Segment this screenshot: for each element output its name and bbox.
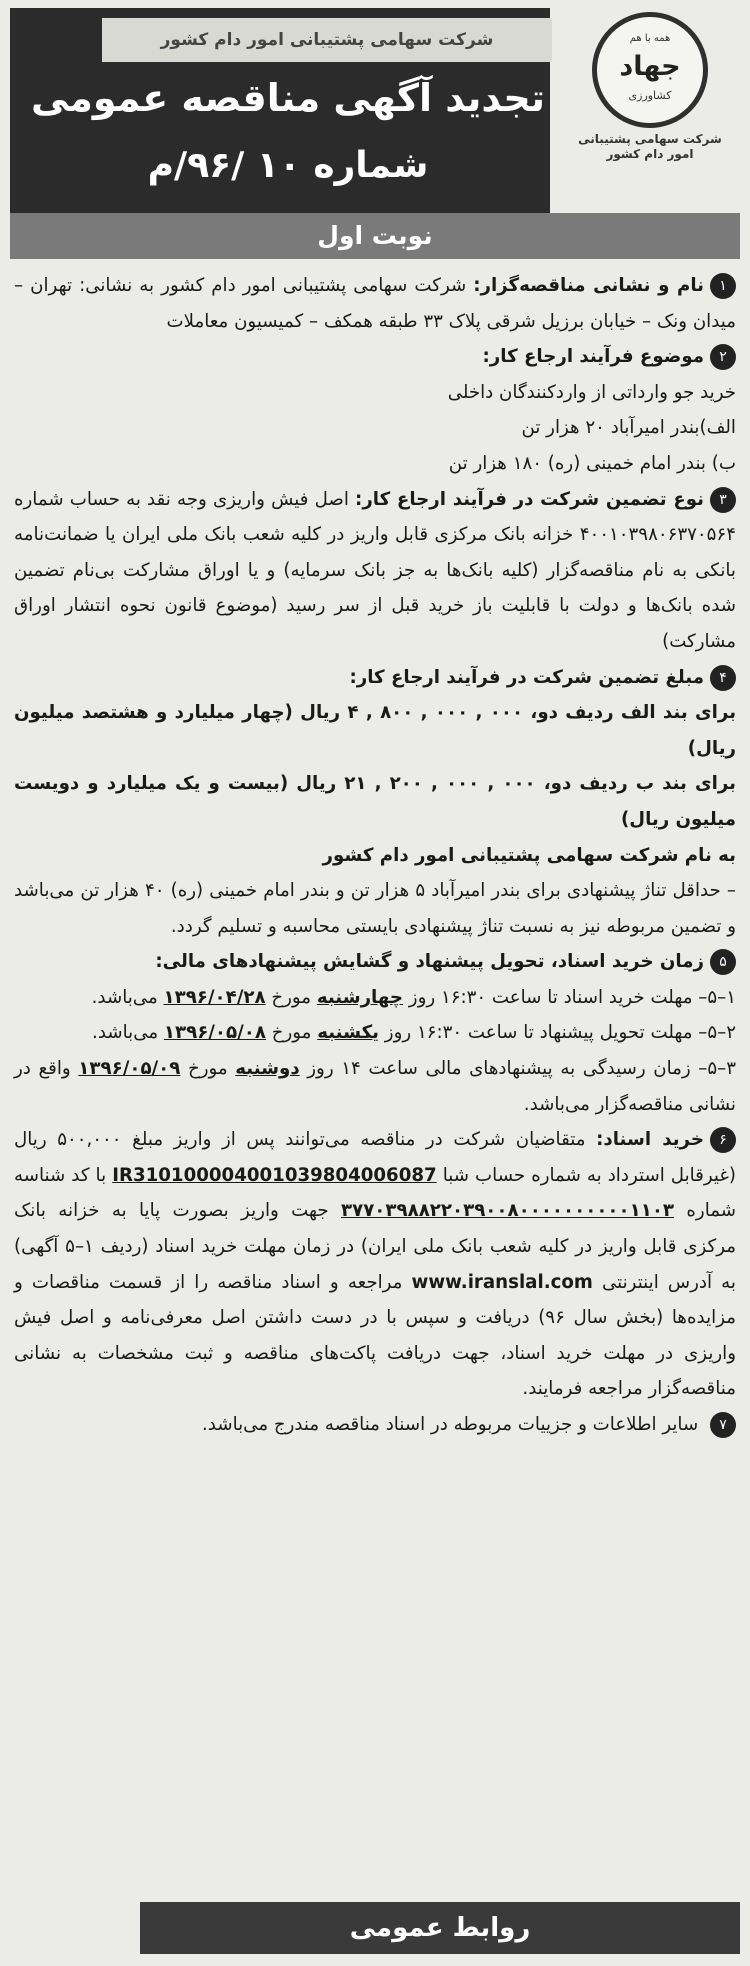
item-3-mid: مورخ (180, 1058, 236, 1080)
item-3-end: واقع در نشانی مناقصه‌گزار می‌باشد. (14, 1058, 736, 1115)
section-5-item-1 (14, 980, 736, 1016)
round-label: نوبت اول (10, 213, 740, 259)
logo-caption-line-2: امور دام کشور (606, 147, 694, 161)
section-2-heading: موضوع فرآیند ارجاع کار: (482, 346, 704, 368)
section-6-text-b: با کد شناسه شماره (14, 1164, 737, 1222)
item-1-end: می‌باشد. (91, 986, 164, 1008)
section-4-line-1: برای بند الف ردیف دو، ۰۰۰ , ۰۰۰ , ۸۰۰ , ۴ ریال (چهار میلیارد و هشتصد میلیون ریال) (14, 702, 737, 759)
section-6-text-a: متقاضیان شرکت در مناقصه می‌توانند پس از واریز مبلغ ۵۰۰,۰۰۰ ریال (غیرقابل استرداد به شماره حساب شبا (14, 1129, 736, 1186)
section-6-text-c: جهت واریز بصورت پایا به خزانه بانک مرکزی قابل واریز در کلیه شعب بانک ملی ایران) در زمان مهلت خرید اسناد (ردیف ۱–۵ آگهی) به آدرس اینترنتی (14, 1200, 736, 1293)
section-2-line-1: خرید جو وارداتی از واردکنندگان داخلی (447, 381, 736, 403)
company-name: شرکت سهامی پشتیبانی امور دام کشور (102, 18, 552, 62)
logo-top-text: همه با هم (629, 33, 671, 44)
section-6-heading: خرید اسناد: (596, 1129, 704, 1151)
section-4-heading: مبلغ تضمین شرکت در فرآیند ارجاع کار: (349, 666, 704, 688)
section-4-line-2: برای بند ب ردیف دو، ۰۰۰ , ۰۰۰ , ۲۰۰ , ۲۱ ریال (بیست و یک میلیارد و دویست میلیون ریال) (14, 773, 736, 830)
section-number-1: ۱ (710, 273, 736, 299)
section-number-2: ۲ (710, 344, 736, 370)
item-1-day: چهارشنبه (316, 986, 404, 1008)
section-number-4: ۴ (710, 665, 736, 691)
section-3 (14, 482, 736, 660)
logo-caption-line-1: شرکت سهامی پشتیبانی (578, 132, 722, 146)
section-3-text: اصل فیش واریزی وجه نقد به حساب شماره ۴۰۰۱۰۳۹۸۰۶۳۷۰۵۶۴ خزانه بانک مرکزی قابل واریز در کلیه شعب بانک ملی ایران یا ضمانت‌نامه بانکی به نام مناقصه‌گزار (کلیه بانک‌ها به جز بانک سرمایه) و یا اوراق مشارکت بی‌نام تضمین شده بانک‌ها و دولت با قابلیت باز خرید قبل از سر رسید (موضوع قانون نحوه انتشار اوراق مشارکت) (14, 488, 736, 652)
item-2-mid: مورخ (265, 1022, 318, 1044)
item-2-date: ۱۳۹۶/۰۵/۰۸ (163, 1022, 266, 1044)
public-relations-footer: روابط عمومی (140, 1902, 740, 1954)
notice-body (14, 268, 736, 1888)
item-1-text: ۱–۵– مهلت خرید اسناد تا ساعت ۱۶:۳۰ روز (403, 986, 736, 1008)
section-7 (14, 1407, 736, 1443)
item-3-day: دوشنبه (235, 1058, 300, 1080)
item-1-mid: مورخ (265, 986, 317, 1008)
website-link[interactable]: www.iranslal.com (411, 1271, 593, 1293)
section-2-line-3: ب) بندر امام خمینی (ره) ۱۸۰ هزار تن (448, 452, 736, 474)
payment-id: ۳۷۷۰۳۹۸۸۲۲۰۳۹۰۰۸۰۰۰۰۰۰۰۰۰۰۱۱۰۳ (341, 1200, 675, 1222)
item-2-end: می‌باشد. (92, 1022, 164, 1044)
section-5 (14, 944, 736, 980)
notice-title: تجدید آگهی مناقصه عمومی (30, 76, 546, 120)
section-4 (14, 660, 736, 696)
title-block (10, 8, 550, 213)
section-number-7: ۷ (710, 1412, 736, 1438)
section-number-6: ۶ (710, 1127, 736, 1153)
section-5-item-3 (14, 1051, 736, 1122)
section-number-3: ۳ (710, 487, 736, 513)
section-6-text-d: مراجعه و اسناد مناقصه را از قسمت مناقصات و مزایده‌ها (بخش سال ۹۶) دریافت و سپس با در دست داشتن اصل معرفی‌نامه و اصل فیش واریزی در مهلت خرید اسناد، جهت دریافت پاکت‌های مناقصه و ثبت مشخصات به نشانی مناقصه‌گزار مراجعه فرمایند. (14, 1271, 736, 1400)
section-4-line-3: به نام شرکت سهامی پشتیبانی امور دام کشور (322, 844, 736, 866)
item-3-text: ۳–۵– زمان رسیدگی به پیشنهادهای مالی ساعت ۱۴ روز (299, 1058, 736, 1080)
sheba-number: IR310100004001039804006087 (112, 1164, 437, 1186)
section-6 (14, 1122, 736, 1407)
logo-main-text: جهاد (619, 51, 681, 82)
section-5-item-2 (14, 1015, 736, 1051)
section-1-heading: نام و نشانی مناقصه‌گزار: (473, 275, 704, 296)
logo-emblem-icon (592, 12, 708, 128)
item-2-text: ۲–۵– مهلت تحویل پیشنهاد تا ساعت ۱۶:۳۰ روز (379, 1022, 736, 1044)
section-7-text: سایر اطلاعات و جزییات مربوطه در اسناد مناقصه مندرج می‌باشد. (202, 1414, 704, 1435)
section-2-line-2: الف)بندر امیرآباد ۲۰ هزار تن (521, 417, 736, 439)
item-2-day: یکشنبه (317, 1022, 380, 1044)
section-1-text: شرکت سهامی پشتیبانی امور دام کشور به نشانی: تهران – میدان ونک – خیابان برزیل شرقی پلاک ۳۳ طبقه همکف – کمیسیون معاملات (14, 275, 736, 332)
section-2 (14, 339, 736, 375)
logo-sub-text: کشاورزی (628, 89, 672, 102)
item-1-date: ۱۳۹۶/۰۴/۲۸ (163, 986, 266, 1008)
section-3-heading: نوع تضمین شرکت در فرآیند ارجاع کار: (355, 488, 704, 510)
item-3-date: ۱۳۹۶/۰۵/۰۹ (78, 1058, 181, 1080)
jahad-logo (560, 12, 740, 172)
tender-number: شماره ۱۰ /۹۶/م (147, 145, 429, 186)
section-1 (14, 268, 736, 339)
section-number-5: ۵ (710, 949, 736, 975)
section-5-heading: زمان خرید اسناد، تحویل پیشنهاد و گشایش پیشنهادهای مالی: (155, 951, 704, 973)
logo-caption (560, 132, 740, 162)
section-4-line-4: – حداقل تناژ پیشنهادی برای بندر امیرآباد ۵ هزار تن و بندر امام خمینی (ره) ۴۰ هزار تن می‌باشد و تضمین مربوطه نیز به نسبت تناژ پیشنهادی بایستی محاسبه و تسلیم گردد. (14, 880, 736, 937)
